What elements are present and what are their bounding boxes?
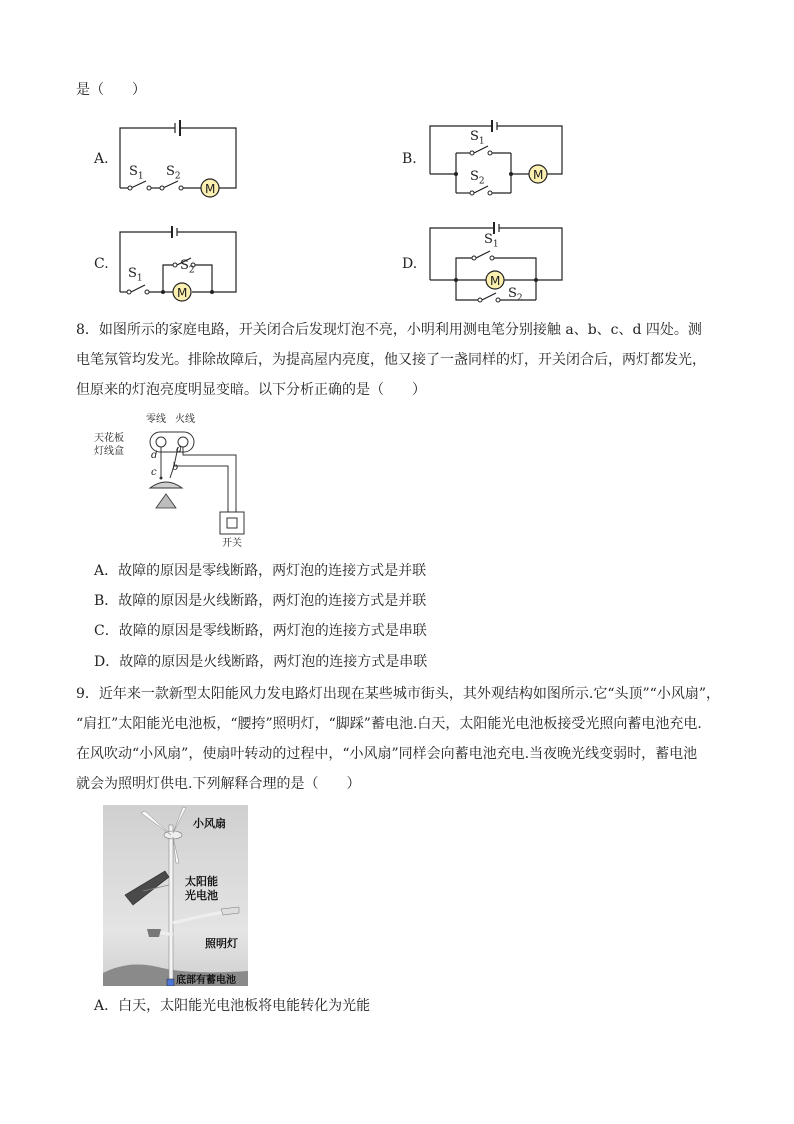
q8-option-a: A．故障的原因是零线断路，两灯泡的连接方式是并联	[94, 563, 427, 579]
switch-s1-label: $S_1$	[129, 164, 144, 182]
switch-s1-label: $S_1$	[470, 129, 485, 147]
q8-option-d: D．故障的原因是火线断路，两灯泡的连接方式是串联	[94, 654, 428, 670]
switch-s1-label: $S_1$	[484, 232, 499, 250]
switch-s1-label: $S_1$	[128, 266, 143, 284]
ceiling-box-label: 天花板 灯线盒	[94, 433, 124, 457]
q9-option-a: A．白天，太阳能光电池板将电能转化为光能	[94, 998, 371, 1014]
lamp-label: 照明灯	[205, 937, 238, 950]
point-c-label: c	[151, 467, 157, 478]
motor-label: M	[177, 286, 188, 300]
option-b-letter: B.	[402, 151, 417, 167]
switch-s2-label: $S_2$	[508, 286, 523, 304]
motor-label: M	[533, 168, 544, 182]
question-tail: 是（ ）	[76, 82, 146, 98]
switch-s2-label: $S_2$	[180, 258, 195, 276]
q8-text-line3: 但原来的灯泡亮度明显变暗。以下分析正确的是（ ）	[76, 382, 426, 398]
streetlight-photo	[103, 805, 248, 986]
q9-text-line2: “肩扛”太阳能光电池板，“腰挎”照明灯，“脚踩”蓄电池.白天，太阳能光电池板接受光照向蓄电池充电.	[76, 716, 702, 732]
point-a-label: a	[176, 444, 182, 455]
switch-s2-label: $S_2$	[470, 169, 485, 187]
option-c-letter: C.	[94, 256, 109, 272]
neutral-wire-label: 零线	[146, 414, 166, 425]
point-b-label: b	[172, 462, 179, 473]
option-d-letter: D.	[402, 256, 418, 272]
q9-text-line4: 就会为照明灯供电.下列解释合理的是（ ）	[76, 776, 361, 792]
solar-panel-label: 太阳能 光电池	[185, 875, 218, 902]
point-d-label: d	[151, 450, 158, 461]
q8-option-b: B．故障的原因是火线断路，两灯泡的连接方式是并联	[94, 593, 427, 609]
switch-s2-label: $S_2$	[166, 164, 181, 182]
q9-text-line3: 在风吹动“小风扇”，使扇叶转动的过程中，“小风扇”同样会向蓄电池充电.当夜晚光线变弱时，蓄电池	[76, 746, 698, 762]
q8-option-c: C．故障的原因是零线断路，两灯泡的连接方式是串联	[94, 623, 427, 639]
motor-label: M	[205, 182, 216, 196]
battery-label: 底部有蓄电池	[176, 975, 236, 986]
q9-text-line1: 9．近年来一款新型太阳能风力发电路灯出现在某些城市街头，其外观结构如图所示.它“头顶”“小风扇”，	[76, 686, 720, 702]
option-a-letter: A.	[94, 151, 109, 167]
switch-label: 开关	[222, 538, 242, 549]
motor-label: M	[490, 274, 501, 288]
live-wire-label: 火线	[175, 414, 195, 425]
fan-label: 小风扇	[193, 817, 226, 830]
q8-text-line2: 电笔氖管均发光。排除故障后，为提高屋内亮度，他又接了一盏同样的灯，开关闭合后，两灯都发光，	[76, 352, 706, 368]
q8-text-line1: 8．如图所示的家庭电路，开关闭合后发现灯泡不亮，小明利用测电笔分别接触 a、b、c、d 四处。测	[76, 322, 702, 338]
